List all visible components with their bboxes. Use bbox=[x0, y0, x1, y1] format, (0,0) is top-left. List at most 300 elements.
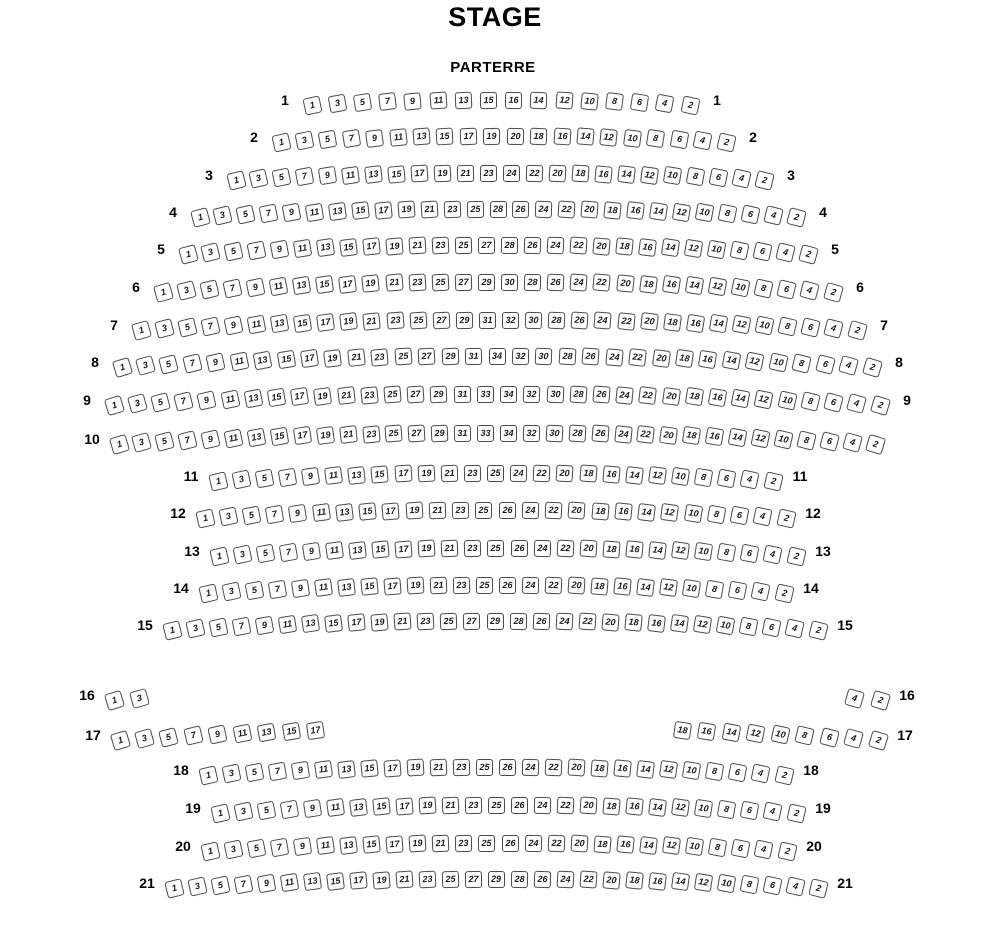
seat[interactable]: 20 bbox=[602, 871, 620, 889]
seat[interactable]: 22 bbox=[533, 464, 551, 482]
seat[interactable]: 19 bbox=[316, 426, 335, 445]
seat[interactable]: 8 bbox=[694, 468, 714, 488]
seat[interactable]: 7 bbox=[342, 129, 361, 148]
seat[interactable]: 1 bbox=[226, 170, 247, 191]
seat[interactable]: 23 bbox=[417, 612, 435, 630]
seat[interactable]: 9 bbox=[302, 542, 321, 561]
seat[interactable]: 3 bbox=[213, 206, 234, 227]
seat[interactable]: 14 bbox=[625, 466, 644, 485]
seat[interactable]: 5 bbox=[254, 469, 274, 489]
seat[interactable]: 26 bbox=[499, 501, 516, 518]
seat[interactable]: 9 bbox=[290, 761, 309, 780]
seat[interactable]: 24 bbox=[510, 464, 527, 481]
seat[interactable]: 28 bbox=[509, 612, 526, 629]
seat[interactable]: 23 bbox=[443, 200, 461, 218]
seat[interactable]: 5 bbox=[154, 431, 175, 452]
seat[interactable]: 5 bbox=[353, 93, 372, 112]
seat[interactable]: 26 bbox=[571, 311, 589, 329]
seat[interactable]: 8 bbox=[646, 129, 665, 148]
seat[interactable]: 6 bbox=[801, 317, 822, 338]
seat[interactable]: 26 bbox=[591, 425, 609, 443]
seat[interactable]: 16 bbox=[625, 797, 644, 816]
seat[interactable]: 20 bbox=[580, 797, 598, 815]
seat[interactable]: 9 bbox=[282, 203, 302, 223]
seat[interactable]: 24 bbox=[556, 870, 574, 888]
seat[interactable]: 13 bbox=[316, 238, 335, 257]
seat[interactable]: 21 bbox=[394, 613, 412, 631]
seat[interactable]: 15 bbox=[267, 388, 287, 408]
seat[interactable]: 5 bbox=[150, 392, 171, 413]
seat[interactable]: 6 bbox=[762, 618, 782, 638]
seat[interactable]: 18 bbox=[579, 465, 597, 483]
seat[interactable]: 18 bbox=[673, 721, 692, 740]
seat[interactable]: 3 bbox=[221, 582, 241, 602]
seat[interactable]: 12 bbox=[659, 578, 678, 597]
seat[interactable]: 3 bbox=[201, 242, 222, 263]
seat[interactable]: 16 bbox=[662, 275, 681, 294]
seat[interactable]: 10 bbox=[580, 92, 599, 111]
seat[interactable]: 12 bbox=[671, 541, 690, 560]
seat[interactable]: 8 bbox=[778, 316, 798, 336]
seat[interactable]: 25 bbox=[487, 539, 504, 556]
seat[interactable]: 14 bbox=[648, 798, 667, 817]
seat[interactable]: 10 bbox=[662, 166, 681, 185]
seat[interactable]: 17 bbox=[338, 275, 357, 294]
seat[interactable]: 3 bbox=[294, 131, 314, 151]
seat[interactable]: 13 bbox=[301, 614, 320, 633]
seat[interactable]: 13 bbox=[454, 91, 472, 109]
seat[interactable]: 23 bbox=[408, 274, 426, 292]
seat[interactable]: 3 bbox=[185, 619, 205, 639]
seat[interactable]: 13 bbox=[302, 872, 321, 891]
seat[interactable]: 1 bbox=[198, 583, 218, 603]
seat[interactable]: 2 bbox=[798, 244, 819, 265]
seat[interactable]: 4 bbox=[731, 169, 751, 189]
seat[interactable]: 9 bbox=[270, 240, 290, 260]
seat[interactable]: 18 bbox=[603, 797, 621, 815]
seat[interactable]: 21 bbox=[430, 758, 448, 776]
seat[interactable]: 15 bbox=[360, 759, 379, 778]
seat[interactable]: 4 bbox=[842, 432, 863, 453]
seat[interactable]: 15 bbox=[351, 201, 370, 220]
seat[interactable]: 20 bbox=[616, 274, 635, 293]
seat[interactable]: 27 bbox=[408, 424, 426, 442]
seat[interactable]: 21 bbox=[442, 796, 460, 814]
seat[interactable]: 1 bbox=[208, 471, 228, 491]
seat[interactable]: 3 bbox=[134, 728, 155, 749]
seat[interactable]: 5 bbox=[256, 801, 276, 821]
seat[interactable]: 16 bbox=[686, 313, 705, 332]
seat[interactable]: 23 bbox=[362, 425, 381, 444]
seat[interactable]: 2 bbox=[754, 170, 775, 191]
seat[interactable]: 26 bbox=[592, 386, 610, 404]
seat[interactable]: 28 bbox=[569, 385, 587, 403]
seat[interactable]: 6 bbox=[730, 506, 750, 526]
seat[interactable]: 4 bbox=[785, 619, 805, 639]
seat[interactable]: 16 bbox=[638, 238, 657, 257]
seat[interactable]: 10 bbox=[716, 616, 736, 636]
seat[interactable]: 7 bbox=[278, 468, 298, 488]
seat[interactable]: 3 bbox=[232, 545, 252, 565]
seat[interactable]: 6 bbox=[819, 431, 840, 452]
seat[interactable]: 10 bbox=[682, 761, 701, 780]
seat[interactable]: 1 bbox=[190, 207, 211, 228]
seat[interactable]: 24 bbox=[534, 796, 551, 813]
seat[interactable]: 10 bbox=[770, 724, 790, 744]
seat[interactable]: 12 bbox=[660, 503, 679, 522]
seat[interactable]: 7 bbox=[233, 875, 253, 895]
seat[interactable]: 18 bbox=[530, 127, 548, 145]
seat[interactable]: 29 bbox=[478, 273, 495, 290]
seat[interactable]: 32 bbox=[523, 424, 540, 441]
seat[interactable]: 3 bbox=[135, 355, 156, 376]
seat[interactable]: 9 bbox=[365, 128, 384, 147]
seat[interactable]: 8 bbox=[796, 430, 817, 451]
seat[interactable]: 14 bbox=[530, 91, 548, 109]
seat[interactable]: 15 bbox=[360, 577, 379, 596]
seat[interactable]: 27 bbox=[407, 385, 425, 403]
seat[interactable]: 11 bbox=[223, 428, 243, 448]
seat[interactable]: 4 bbox=[775, 242, 796, 263]
seat[interactable]: 18 bbox=[685, 387, 704, 406]
seat[interactable]: 26 bbox=[547, 273, 565, 291]
seat[interactable]: 26 bbox=[501, 834, 518, 851]
seat[interactable]: 14 bbox=[636, 760, 655, 779]
seat[interactable]: 8 bbox=[754, 278, 774, 298]
seat[interactable]: 16 bbox=[625, 540, 644, 559]
seat[interactable]: 4 bbox=[843, 728, 864, 749]
seat[interactable]: 25 bbox=[394, 348, 412, 366]
seat[interactable]: 22 bbox=[558, 200, 576, 218]
seat[interactable]: 30 bbox=[525, 311, 542, 328]
seat[interactable]: 8 bbox=[717, 204, 737, 224]
seat[interactable]: 22 bbox=[545, 501, 563, 519]
seat[interactable]: 27 bbox=[455, 273, 472, 290]
seat[interactable]: 1 bbox=[195, 508, 215, 528]
seat[interactable]: 5 bbox=[318, 130, 338, 150]
seat[interactable]: 22 bbox=[547, 834, 565, 852]
seat[interactable]: 16 bbox=[647, 614, 666, 633]
seat[interactable]: 16 bbox=[616, 835, 635, 854]
seat[interactable]: 18 bbox=[591, 759, 609, 777]
seat[interactable]: 29 bbox=[456, 311, 473, 328]
seat[interactable]: 19 bbox=[483, 127, 500, 144]
seat[interactable]: 4 bbox=[763, 802, 783, 822]
seat[interactable]: 24 bbox=[524, 834, 541, 851]
seat[interactable]: 7 bbox=[231, 617, 251, 637]
seat[interactable]: 11 bbox=[293, 239, 313, 259]
seat[interactable]: 18 bbox=[624, 613, 643, 632]
seat[interactable]: 4 bbox=[740, 470, 760, 490]
seat[interactable]: 23 bbox=[418, 870, 436, 888]
seat[interactable]: 15 bbox=[326, 872, 345, 891]
seat[interactable]: 6 bbox=[630, 93, 649, 112]
seat[interactable]: 34 bbox=[489, 348, 506, 365]
seat[interactable]: 6 bbox=[728, 763, 748, 783]
seat[interactable]: 24 bbox=[522, 576, 539, 593]
seat[interactable]: 15 bbox=[372, 797, 391, 816]
seat[interactable]: 2 bbox=[808, 620, 829, 641]
seat[interactable]: 4 bbox=[763, 545, 783, 565]
seat[interactable]: 19 bbox=[405, 502, 423, 520]
seat[interactable]: 13 bbox=[328, 202, 347, 221]
seat[interactable]: 13 bbox=[257, 723, 277, 743]
seat[interactable]: 21 bbox=[440, 464, 458, 482]
seat[interactable]: 17 bbox=[385, 835, 403, 853]
seat[interactable]: 3 bbox=[327, 94, 347, 114]
seat[interactable]: 3 bbox=[231, 470, 251, 490]
seat[interactable]: 7 bbox=[269, 838, 289, 858]
seat[interactable]: 8 bbox=[729, 240, 749, 260]
seat[interactable]: 9 bbox=[245, 277, 265, 297]
seat[interactable]: 12 bbox=[732, 315, 752, 335]
seat[interactable]: 2 bbox=[786, 207, 807, 228]
seat[interactable]: 24 bbox=[547, 236, 565, 254]
seat[interactable]: 12 bbox=[750, 428, 770, 448]
seat[interactable]: 7 bbox=[278, 543, 298, 563]
seat[interactable]: 19 bbox=[339, 312, 358, 331]
seat[interactable]: 27 bbox=[432, 311, 450, 329]
seat[interactable]: 15 bbox=[276, 350, 296, 370]
seat[interactable]: 12 bbox=[600, 128, 619, 147]
seat[interactable]: 11 bbox=[278, 615, 297, 634]
seat[interactable]: 16 bbox=[613, 577, 632, 596]
seat[interactable]: 20 bbox=[507, 127, 524, 144]
seat[interactable]: 11 bbox=[229, 351, 249, 371]
seat[interactable]: 26 bbox=[510, 539, 527, 556]
seat[interactable]: 20 bbox=[568, 577, 586, 595]
seat[interactable]: 7 bbox=[183, 726, 204, 747]
seat[interactable]: 15 bbox=[339, 238, 358, 257]
seat[interactable]: 23 bbox=[480, 164, 497, 181]
seat[interactable]: 28 bbox=[568, 424, 586, 442]
seat[interactable]: 13 bbox=[348, 541, 367, 560]
seat[interactable]: 30 bbox=[546, 385, 564, 403]
seat[interactable]: 33 bbox=[477, 385, 494, 402]
seat[interactable]: 4 bbox=[751, 764, 771, 784]
seat[interactable]: 10 bbox=[755, 315, 775, 335]
seat[interactable]: 7 bbox=[200, 316, 220, 336]
seat[interactable]: 1 bbox=[103, 394, 124, 415]
seat[interactable]: 30 bbox=[545, 424, 563, 442]
seat[interactable]: 12 bbox=[693, 873, 712, 892]
seat[interactable]: 23 bbox=[465, 796, 482, 813]
seat[interactable]: 4 bbox=[799, 280, 820, 301]
seat[interactable]: 19 bbox=[372, 871, 390, 889]
seat[interactable]: 2 bbox=[869, 689, 890, 710]
seat[interactable]: 9 bbox=[256, 874, 276, 894]
seat[interactable]: 4 bbox=[693, 131, 713, 151]
seat[interactable]: 17 bbox=[395, 797, 413, 815]
seat[interactable]: 33 bbox=[477, 424, 494, 441]
seat[interactable]: 13 bbox=[253, 350, 273, 370]
seat[interactable]: 28 bbox=[524, 273, 541, 290]
seat[interactable]: 2 bbox=[777, 841, 797, 861]
seat[interactable]: 9 bbox=[288, 504, 307, 523]
seat[interactable]: 14 bbox=[617, 165, 636, 184]
seat[interactable]: 11 bbox=[389, 128, 408, 147]
seat[interactable]: 29 bbox=[487, 613, 504, 630]
seat[interactable]: 8 bbox=[708, 838, 728, 858]
seat[interactable]: 7 bbox=[267, 580, 287, 600]
seat[interactable]: 11 bbox=[247, 315, 267, 335]
seat[interactable]: 3 bbox=[218, 507, 238, 527]
seat[interactable]: 7 bbox=[295, 167, 315, 187]
seat[interactable]: 7 bbox=[177, 430, 198, 451]
seat[interactable]: 19 bbox=[362, 274, 381, 293]
seat[interactable]: 22 bbox=[593, 274, 611, 292]
seat[interactable]: 25 bbox=[487, 465, 504, 482]
seat[interactable]: 21 bbox=[339, 425, 358, 444]
seat[interactable]: 21 bbox=[441, 539, 459, 557]
seat[interactable]: 25 bbox=[478, 834, 495, 851]
seat[interactable]: 25 bbox=[476, 758, 493, 775]
seat[interactable]: 25 bbox=[409, 311, 427, 329]
seat[interactable]: 18 bbox=[615, 237, 634, 256]
seat[interactable]: 17 bbox=[290, 387, 309, 406]
seat[interactable]: 15 bbox=[436, 127, 454, 145]
seat[interactable]: 6 bbox=[717, 469, 737, 489]
seat[interactable]: 11 bbox=[220, 389, 240, 409]
seat[interactable]: 22 bbox=[617, 312, 636, 331]
seat[interactable]: 11 bbox=[232, 723, 252, 743]
seat[interactable]: 12 bbox=[659, 760, 678, 779]
seat[interactable]: 20 bbox=[662, 387, 681, 406]
seat[interactable]: 13 bbox=[364, 165, 383, 184]
seat[interactable]: 11 bbox=[325, 541, 344, 560]
seat[interactable]: 25 bbox=[455, 236, 472, 253]
seat[interactable]: 12 bbox=[648, 466, 667, 485]
seat[interactable]: 23 bbox=[360, 386, 379, 405]
seat[interactable]: 12 bbox=[555, 91, 573, 109]
seat[interactable]: 15 bbox=[324, 614, 343, 633]
seat[interactable]: 2 bbox=[861, 356, 882, 377]
seat[interactable]: 24 bbox=[615, 386, 634, 405]
seat[interactable]: 2 bbox=[774, 765, 794, 785]
seat[interactable]: 1 bbox=[200, 841, 220, 861]
seat[interactable]: 14 bbox=[709, 314, 729, 334]
seat[interactable]: 16 bbox=[505, 91, 522, 108]
seat[interactable]: 6 bbox=[819, 727, 840, 748]
seat[interactable]: 26 bbox=[582, 348, 600, 366]
seat[interactable]: 13 bbox=[247, 428, 267, 448]
seat[interactable]: 19 bbox=[323, 349, 342, 368]
seat[interactable]: 16 bbox=[613, 759, 632, 778]
seat[interactable]: 22 bbox=[569, 237, 587, 255]
seat[interactable]: 29 bbox=[430, 385, 448, 403]
seat[interactable]: 14 bbox=[648, 541, 667, 560]
seat[interactable]: 7 bbox=[222, 278, 242, 298]
seat[interactable]: 24 bbox=[555, 612, 573, 630]
seat[interactable]: 7 bbox=[247, 240, 267, 260]
seat[interactable]: 9 bbox=[293, 837, 312, 856]
seat[interactable]: 19 bbox=[313, 387, 332, 406]
seat[interactable]: 24 bbox=[570, 274, 588, 292]
seat[interactable]: 12 bbox=[693, 615, 712, 634]
seat[interactable]: 18 bbox=[625, 871, 644, 890]
seat[interactable]: 18 bbox=[591, 502, 609, 520]
seat[interactable]: 29 bbox=[488, 871, 505, 888]
seat[interactable]: 31 bbox=[454, 424, 471, 441]
seat[interactable]: 6 bbox=[731, 839, 751, 859]
seat[interactable]: 11 bbox=[316, 836, 335, 855]
seat[interactable]: 13 bbox=[337, 760, 356, 779]
seat[interactable]: 10 bbox=[716, 874, 736, 894]
seat[interactable]: 8 bbox=[739, 617, 759, 637]
seat[interactable]: 10 bbox=[768, 352, 788, 372]
seat[interactable]: 17 bbox=[460, 127, 478, 145]
seat[interactable]: 1 bbox=[162, 620, 183, 641]
seat[interactable]: 24 bbox=[522, 758, 539, 775]
seat[interactable]: 15 bbox=[480, 91, 497, 108]
seat[interactable]: 15 bbox=[270, 427, 290, 447]
seat[interactable]: 19 bbox=[385, 237, 403, 255]
seat[interactable]: 3 bbox=[176, 280, 197, 301]
seat[interactable]: 20 bbox=[659, 426, 678, 445]
seat[interactable]: 19 bbox=[406, 759, 424, 777]
seat[interactable]: 2 bbox=[867, 729, 888, 750]
seat[interactable]: 14 bbox=[670, 614, 689, 633]
seat[interactable]: 14 bbox=[637, 503, 656, 522]
seat[interactable]: 27 bbox=[464, 870, 481, 887]
seat[interactable]: 16 bbox=[594, 165, 613, 184]
seat[interactable]: 19 bbox=[397, 201, 415, 219]
seat[interactable]: 17 bbox=[374, 201, 393, 220]
seat[interactable]: 9 bbox=[290, 579, 309, 598]
seat[interactable]: 16 bbox=[553, 127, 571, 145]
seat[interactable]: 19 bbox=[406, 577, 424, 595]
seat[interactable]: 5 bbox=[159, 727, 180, 748]
seat[interactable]: 6 bbox=[752, 241, 772, 261]
seat[interactable]: 1 bbox=[109, 729, 130, 750]
seat[interactable]: 10 bbox=[777, 390, 797, 410]
seat[interactable]: 20 bbox=[652, 349, 671, 368]
seat[interactable]: 9 bbox=[318, 166, 337, 185]
seat[interactable]: 17 bbox=[394, 540, 412, 558]
seat[interactable]: 25 bbox=[476, 576, 493, 593]
seat[interactable]: 5 bbox=[244, 581, 264, 601]
seat[interactable]: 14 bbox=[639, 836, 658, 855]
seat[interactable]: 3 bbox=[249, 169, 269, 189]
seat[interactable]: 22 bbox=[579, 871, 597, 889]
seat[interactable]: 27 bbox=[463, 612, 480, 629]
seat[interactable]: 20 bbox=[581, 201, 599, 219]
seat[interactable]: 15 bbox=[315, 275, 334, 294]
seat[interactable]: 17 bbox=[306, 721, 325, 740]
seat[interactable]: 16 bbox=[626, 201, 645, 220]
seat[interactable]: 15 bbox=[371, 465, 390, 484]
seat[interactable]: 8 bbox=[685, 167, 705, 187]
seat[interactable]: 14 bbox=[728, 428, 748, 448]
seat[interactable]: 24 bbox=[614, 425, 633, 444]
seat[interactable]: 24 bbox=[522, 501, 539, 518]
seat[interactable]: 17 bbox=[316, 313, 335, 332]
seat[interactable]: 22 bbox=[545, 576, 563, 594]
seat[interactable]: 7 bbox=[279, 800, 299, 820]
seat[interactable]: 3 bbox=[187, 877, 207, 897]
seat[interactable]: 13 bbox=[347, 466, 366, 485]
seat[interactable]: 2 bbox=[869, 394, 890, 415]
seat[interactable]: 17 bbox=[382, 502, 400, 520]
seat[interactable]: 10 bbox=[682, 579, 701, 598]
seat[interactable]: 20 bbox=[568, 502, 586, 520]
seat[interactable]: 32 bbox=[512, 347, 529, 364]
seat[interactable]: 10 bbox=[773, 429, 793, 449]
seat[interactable]: 10 bbox=[685, 837, 704, 856]
seat[interactable]: 20 bbox=[570, 835, 588, 853]
seat[interactable]: 22 bbox=[526, 164, 544, 182]
seat[interactable]: 14 bbox=[576, 128, 594, 146]
